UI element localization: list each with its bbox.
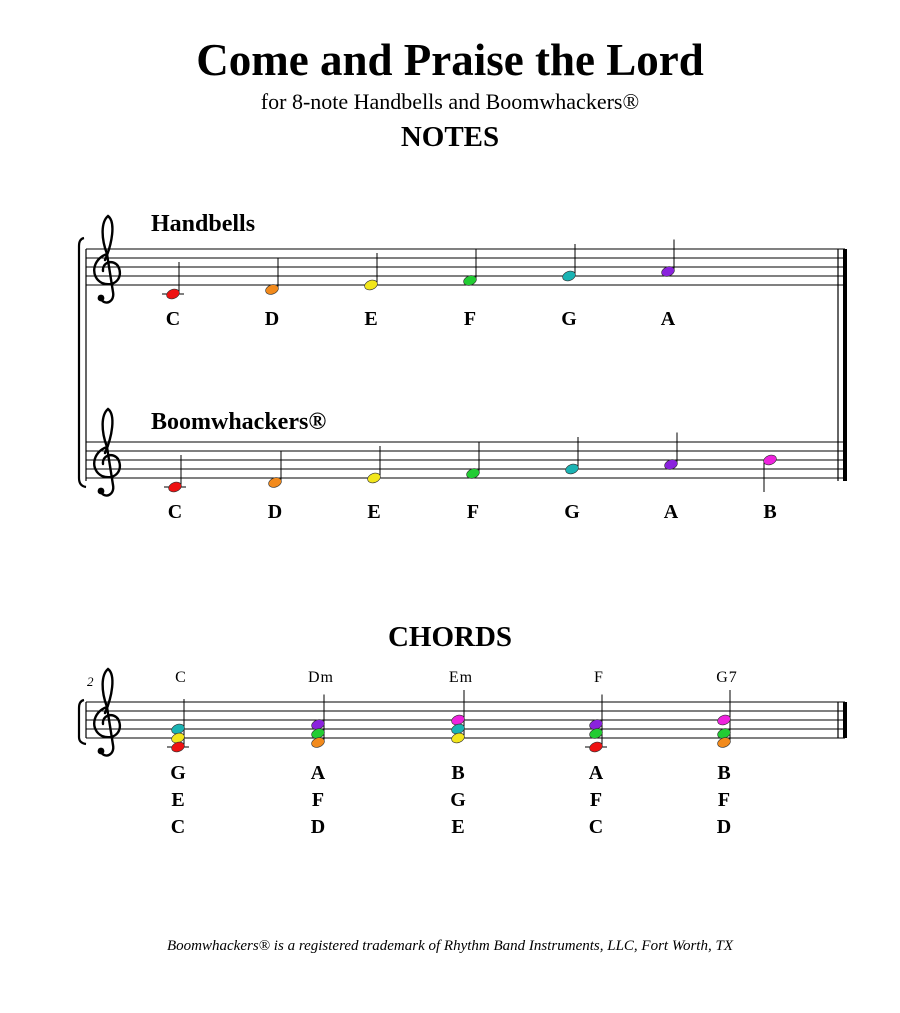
note-head-E xyxy=(366,471,382,484)
chord-symbol: G7 xyxy=(716,669,738,686)
boomwhackers-label: Boomwhackers® xyxy=(151,409,327,435)
chords-heading: CHORDS xyxy=(387,621,513,653)
note-label: F xyxy=(463,308,477,330)
note-label: C xyxy=(165,308,181,330)
page-subtitle: for 8-note Handbells and Boomwhackers® xyxy=(260,89,640,114)
chord-note-label: D xyxy=(716,816,732,838)
chord-symbol: F xyxy=(594,669,604,686)
chord-note-label: F xyxy=(311,789,325,811)
treble-clef-icon xyxy=(94,216,120,303)
chord-note-label: B xyxy=(451,762,465,784)
chords-system xyxy=(79,669,845,838)
note-label: D xyxy=(267,501,283,523)
chord-note-label: E xyxy=(171,789,185,811)
chord-note-label: B xyxy=(717,762,731,784)
measure-number: 2 xyxy=(87,674,94,689)
notes-heading: NOTES xyxy=(400,121,500,153)
note-label: F xyxy=(466,501,480,523)
chord-note-label: G xyxy=(450,789,466,811)
notes-system xyxy=(79,211,845,523)
note-head-E xyxy=(363,278,379,291)
treble-clef-icon xyxy=(94,409,120,496)
note-label: E xyxy=(367,501,381,523)
chord-note-label: C xyxy=(170,816,186,838)
chord-note-label: D xyxy=(310,816,326,838)
chord-note-label: A xyxy=(310,762,326,784)
note-head-G xyxy=(561,269,577,282)
chord-note-label: F xyxy=(717,789,731,811)
chord-note-head-E xyxy=(450,731,466,744)
chord-symbol: C xyxy=(175,669,187,686)
note-head-C xyxy=(167,480,183,493)
trademark-footer: Boomwhackers® is a registered trademark of Rhythm Band Instruments, LLC, Fort Worth, TX xyxy=(167,938,733,954)
chords-bracket xyxy=(79,700,86,744)
note-label: A xyxy=(663,501,679,523)
chord-note-label: G xyxy=(170,762,186,784)
note-label: E xyxy=(364,308,378,330)
note-label: C xyxy=(167,501,183,523)
chord-note-label: E xyxy=(451,816,465,838)
chord-symbol: Dm xyxy=(308,669,334,686)
note-head-B xyxy=(762,453,778,466)
chord-note-label: A xyxy=(588,762,604,784)
chord-note-label: F xyxy=(589,789,603,811)
chord-symbol: Em xyxy=(448,669,474,686)
note-head-G xyxy=(564,462,580,475)
note-head-C xyxy=(165,287,181,300)
page-title: Come and Praise the Lord xyxy=(196,35,704,85)
chords-notes xyxy=(167,669,738,838)
chord-note-head-C xyxy=(170,740,186,753)
note-label: G xyxy=(564,501,580,523)
handbells-label: Handbells xyxy=(151,211,256,237)
system-bracket xyxy=(79,238,86,487)
note-label: G xyxy=(561,308,577,330)
note-label: D xyxy=(264,308,280,330)
chord-note-head-B xyxy=(716,713,732,726)
chord-note-label: C xyxy=(588,816,604,838)
chord-note-head-C xyxy=(588,740,604,753)
note-label: B xyxy=(763,501,777,523)
treble-clef-icon xyxy=(94,669,120,756)
note-label: A xyxy=(660,308,676,330)
